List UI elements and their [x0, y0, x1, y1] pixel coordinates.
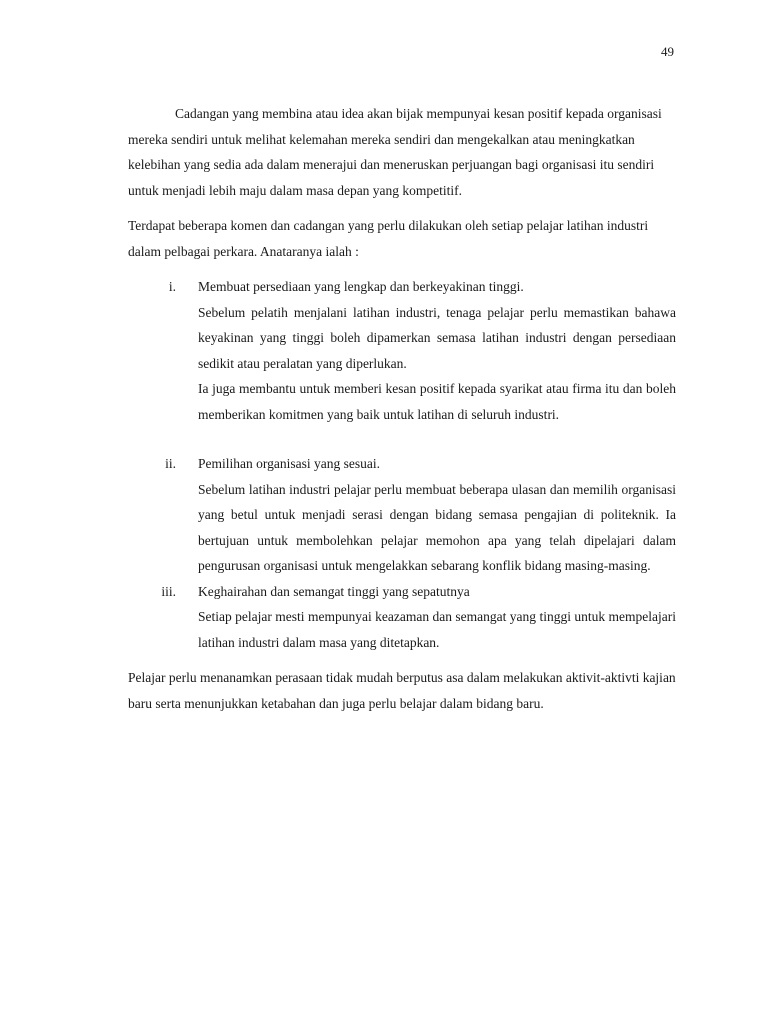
list-item-body: Sebelum pelatih menjalani latihan industri, tenaga pelajar perlu memastikan bahawa keyakinan yang tinggi boleh dipamerkan semasa latihan industri dengan persediaan sedikit atau peralatan yang diperlukan. — [198, 304, 676, 371]
list-item-body: Ia juga membantu untuk memberi kesan positif kepada syarikat atau firma itu dan boleh memberikan komitmen yang baik untuk latihan di seluruh industri. — [198, 381, 676, 422]
list-marker: ii. — [165, 456, 176, 471]
closing-paragraph: Pelajar perlu menanamkan perasaan tidak mudah berputus asa dalam melakukan aktivit-aktivti kajian baru serta menunjukkan ketabahan dan juga perlu belajar dalam bidang baru. — [128, 670, 676, 711]
list-item-heading: Membuat persediaan yang lengkap dan berkeyakinan tinggi. — [198, 279, 524, 294]
recommendation-list — [128, 274, 676, 655]
list-item — [128, 451, 676, 579]
intro-paragraph: Cadangan yang membina atau idea akan bijak mempunyai kesan positif kepada organisasi mereka sendiri untuk melihat kelemahan mereka sendiri dan mengekalkan atau meningkatkan kelebihan yang sedia ada dalam menerajui dan meneruskan perjuangan bagi organisasi itu sendiri untuk menjadi lebih maju dalam masa depan yang kompetitif. — [128, 106, 662, 198]
document-body — [128, 101, 676, 716]
list-item-body: Setiap pelajar mesti mempunyai keazaman dan semangat yang tinggi untuk mempelajari latihan industri dalam masa yang ditetapkan. — [198, 609, 676, 650]
list-item-heading: Pemilihan organisasi yang sesuai. — [198, 456, 380, 471]
list-item-heading: Keghairahan dan semangat tinggi yang sepatutnya — [198, 583, 470, 599]
list-item-body: Sebelum latihan industri pelajar perlu membuat beberapa ulasan dan memilih organisasi yang betul untuk menjadi serasi dengan bidang semasa pengajian di politeknik. Ia bertujuan untuk membolehkan pelajar memohon apa yang telah dipelajari dalam pengurusan organisasi untuk mengelakkan sebarang konflik bidang masing-masing. — [198, 481, 676, 573]
page-number: 49 — [661, 44, 674, 59]
list-item — [128, 274, 676, 427]
list-item — [128, 579, 676, 656]
list-marker: iii. — [161, 583, 176, 599]
list-marker: i. — [168, 279, 176, 294]
lead-paragraph: Terdapat beberapa komen dan cadangan yang perlu dilakukan oleh setiap pelajar latihan industri dalam pelbagai perkara. Anataranya ialah : — [128, 218, 649, 259]
